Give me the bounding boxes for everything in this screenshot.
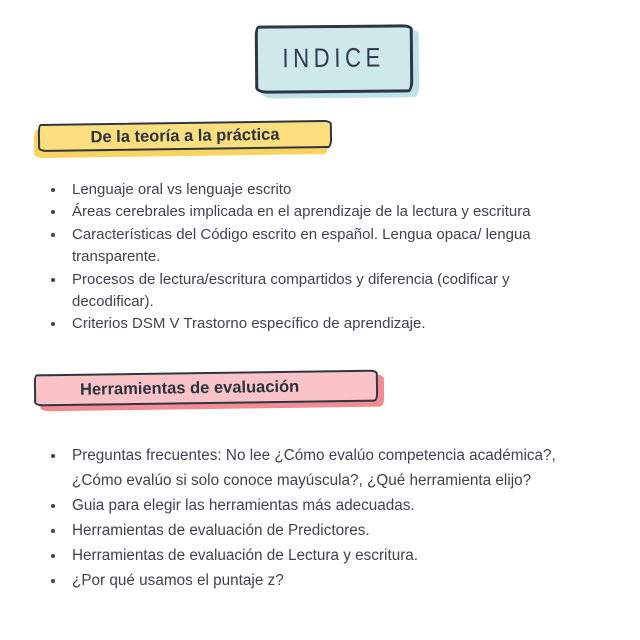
list-item: • Criterios DSM V Trastorno específico de aprendizaje. — [66, 313, 588, 335]
section-header-herramientas — [34, 370, 378, 407]
page-title: INDICE — [282, 42, 386, 75]
topic-list-herramientas — [48, 443, 574, 593]
section-header-teoria-label: De la teoría a la práctica — [90, 125, 280, 146]
list-item: • Características del Código escrito en español. Lengua opaca/ lengua transparente. — [66, 224, 588, 269]
list-item: • Herramientas de evaluación de Lectura y escritura. — [66, 543, 574, 568]
title-box — [255, 24, 414, 93]
section-header-herramientas-label: Herramientas de evaluación — [79, 377, 300, 399]
list-item: • Lenguaje oral vs lenguaje escrito — [66, 179, 588, 201]
list-item: • Preguntas frecuentes: No lee ¿Cómo evalúo competencia académica?, ¿Cómo evalúo si solo conoce mayúscula?, ¿Qué herramienta elijo? — [66, 443, 574, 493]
list-item: • ¿Por qué usamos el puntaje z? — [66, 568, 574, 593]
list-item: • Procesos de lectura/escritura compartidos y diferencia (codificar y decodificar). — [66, 269, 588, 314]
topic-list-teoria — [48, 179, 588, 336]
list-item: • Herramientas de evaluación de Predictores. — [66, 518, 574, 543]
section-header-teoria — [38, 120, 332, 152]
list-item: • Guia para elegir las herramientas más adecuadas. — [66, 493, 574, 518]
list-item: • Áreas cerebrales implicada en el aprendizaje de la lectura y escritura — [66, 201, 588, 223]
